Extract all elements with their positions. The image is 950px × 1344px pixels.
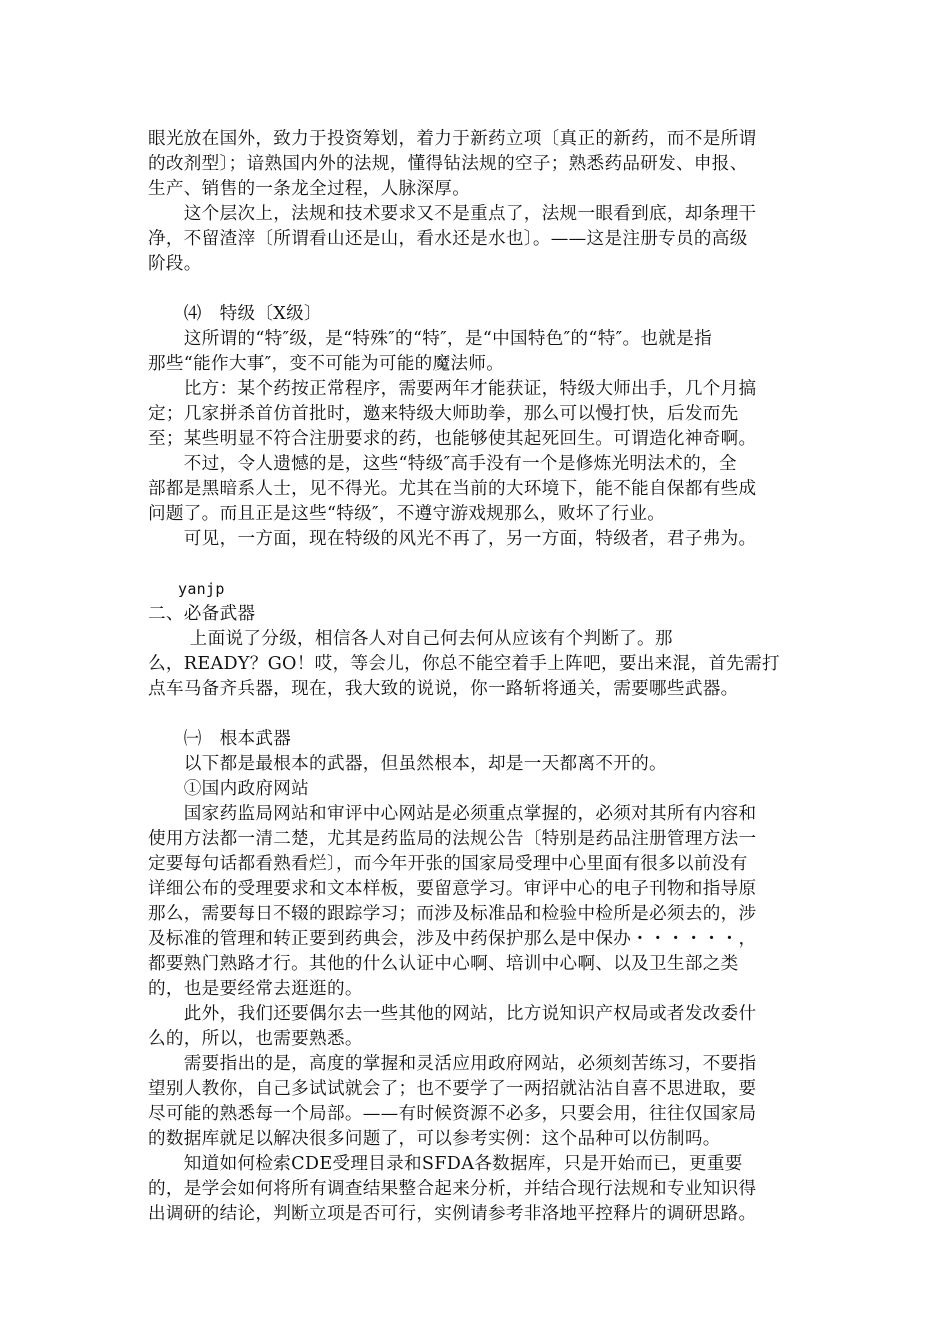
text-line: 定要每句话都看熟看烂〕，而今年开张的国家局受理中心里面有很多以前没有 bbox=[148, 854, 748, 874]
subsection-heading-basic-weapons: ㈠ 根本武器 bbox=[148, 729, 292, 749]
text-line: 需要指出的是，高度的掌握和灵活应用政府网站，必须刻苦练习，不要指 bbox=[148, 1054, 757, 1074]
text-line: 可见，一方面，现在特级的风光不再了，另一方面，特级者，君子弗为。 bbox=[148, 529, 757, 549]
section-heading-special-grade: ⑷ 特级〔X级〕 bbox=[148, 304, 322, 324]
text-line: 么，READY？GO！哎，等会儿，你总不能空着手上阵吧，要出来混，首先需打 bbox=[148, 654, 780, 674]
text-line: 的，也是要经常去逛逛的。 bbox=[148, 979, 363, 999]
text-line: 都要熟门熟路才行。其他的什么认证中心啊、培训中心啊、以及卫生部之类 bbox=[148, 954, 739, 974]
text-line: 么的，所以，也需要熟悉。 bbox=[148, 1029, 363, 1049]
text-line: 阶段。 bbox=[148, 254, 202, 274]
author-tag: yanjp bbox=[178, 580, 225, 598]
section-heading-weapons: 二、必备武器 bbox=[148, 604, 256, 624]
text-line: 的数据库就足以解决很多问题了，可以参考实例：这个品种可以仿制吗。 bbox=[148, 1129, 721, 1149]
text-line: 定；几家拼杀首仿首批时，邀来特级大师助拳，那么可以慢打快，后发而先 bbox=[148, 404, 739, 424]
item-heading-gov-websites: ①国内政府网站 bbox=[148, 779, 310, 799]
text-line: 生产、销售的一条龙全过程，人脉深厚。 bbox=[148, 179, 471, 199]
text-line: 比方：某个药按正常程序，需要两年才能获证，特级大师出手，几个月搞 bbox=[148, 379, 757, 399]
text-line: 的，是学会如何将所有调查结果整合起来分析，并结合现行法规和专业知识得 bbox=[148, 1179, 757, 1199]
text-line: 净，不留渣滓〔所谓看山还是山，看水还是水也〕。——这是注册专员的高级 bbox=[148, 229, 748, 249]
text-line: 那些“能作大事″，变不可能为可能的魔法师。 bbox=[148, 354, 505, 374]
text-line: 这个层次上，法规和技术要求又不是重点了，法规一眼看到底，却条理干 bbox=[148, 204, 757, 224]
text-line: 眼光放在国外，致力于投资筹划，着力于新药立项〔真正的新药，而不是所谓 bbox=[148, 129, 757, 149]
text-line: 尽可能的熟悉每一个局部。——有时候资源不必多，只要会用，往往仅国家局 bbox=[148, 1104, 757, 1124]
text-line: 的改剂型〕；谙熟国内外的法规，懂得钻法规的空子；熟悉药品研发、申报、 bbox=[148, 154, 748, 174]
text-line: 那么，需要每日不辍的跟踪学习；而涉及标准品和检验中检所是必须去的，涉 bbox=[148, 904, 757, 924]
text-line: 上面说了分级，相信各人对自己何去何从应该有个判断了。那 bbox=[148, 629, 673, 649]
text-line: 部都是黑暗系人士，见不得光。尤其在当前的大环境下，能不能自保都有些成 bbox=[148, 479, 757, 499]
text-line: 及标准的管理和转正要到药典会，涉及中药保护那么是中保办・・・・・・， bbox=[148, 929, 757, 949]
text-line: 以下都是最根本的武器，但虽然根本，却是一天都离不开的。 bbox=[148, 754, 667, 774]
text-line: 望别人教你，自己多试试就会了；也不要学了一两招就沾沾自喜不思进取，要 bbox=[148, 1079, 757, 1099]
text-line: 问题了。而且正是这些“特级″，不遵守游戏规那么，败坏了行业。 bbox=[148, 504, 666, 524]
text-line: 这所谓的“特″级，是“特殊″的“特″，是“中国特色″的“特″。也就是指 bbox=[148, 329, 712, 349]
text-line: 至；某些明显不符合注册要求的药，也能够使其起死回生。可谓造化神奇啊。 bbox=[148, 429, 757, 449]
text-line: 此外，我们还要偶尔去一些其他的网站，比方说知识产权局或者发改委什 bbox=[148, 1004, 757, 1024]
text-line: 知道如何检索CDE受理目录和SFDA各数据库，只是开始而已，更重要 bbox=[148, 1154, 743, 1174]
text-line: 国家药监局网站和审评中心网站是必须重点掌握的，必须对其所有内容和 bbox=[148, 804, 757, 824]
text-line: 不过，令人遗憾的是，这些“特级″高手没有一个是修炼光明法术的，全 bbox=[148, 454, 737, 474]
text-line: 详细公布的受理要求和文本样板，要留意学习。审评中心的电子刊物和指导原 bbox=[148, 879, 757, 899]
text-line: 出调研的结论，判断立项是否可行，实例请参考非洛地平控释片的调研思路。 bbox=[148, 1204, 757, 1224]
text-line: 点车马备齐兵器，现在，我大致的说说，你一路斩将通关，需要哪些武器。 bbox=[148, 679, 739, 699]
text-line: 使用方法都一清二楚，尤其是药监局的法规公告〔特别是药品注册管理方法一 bbox=[148, 829, 757, 849]
